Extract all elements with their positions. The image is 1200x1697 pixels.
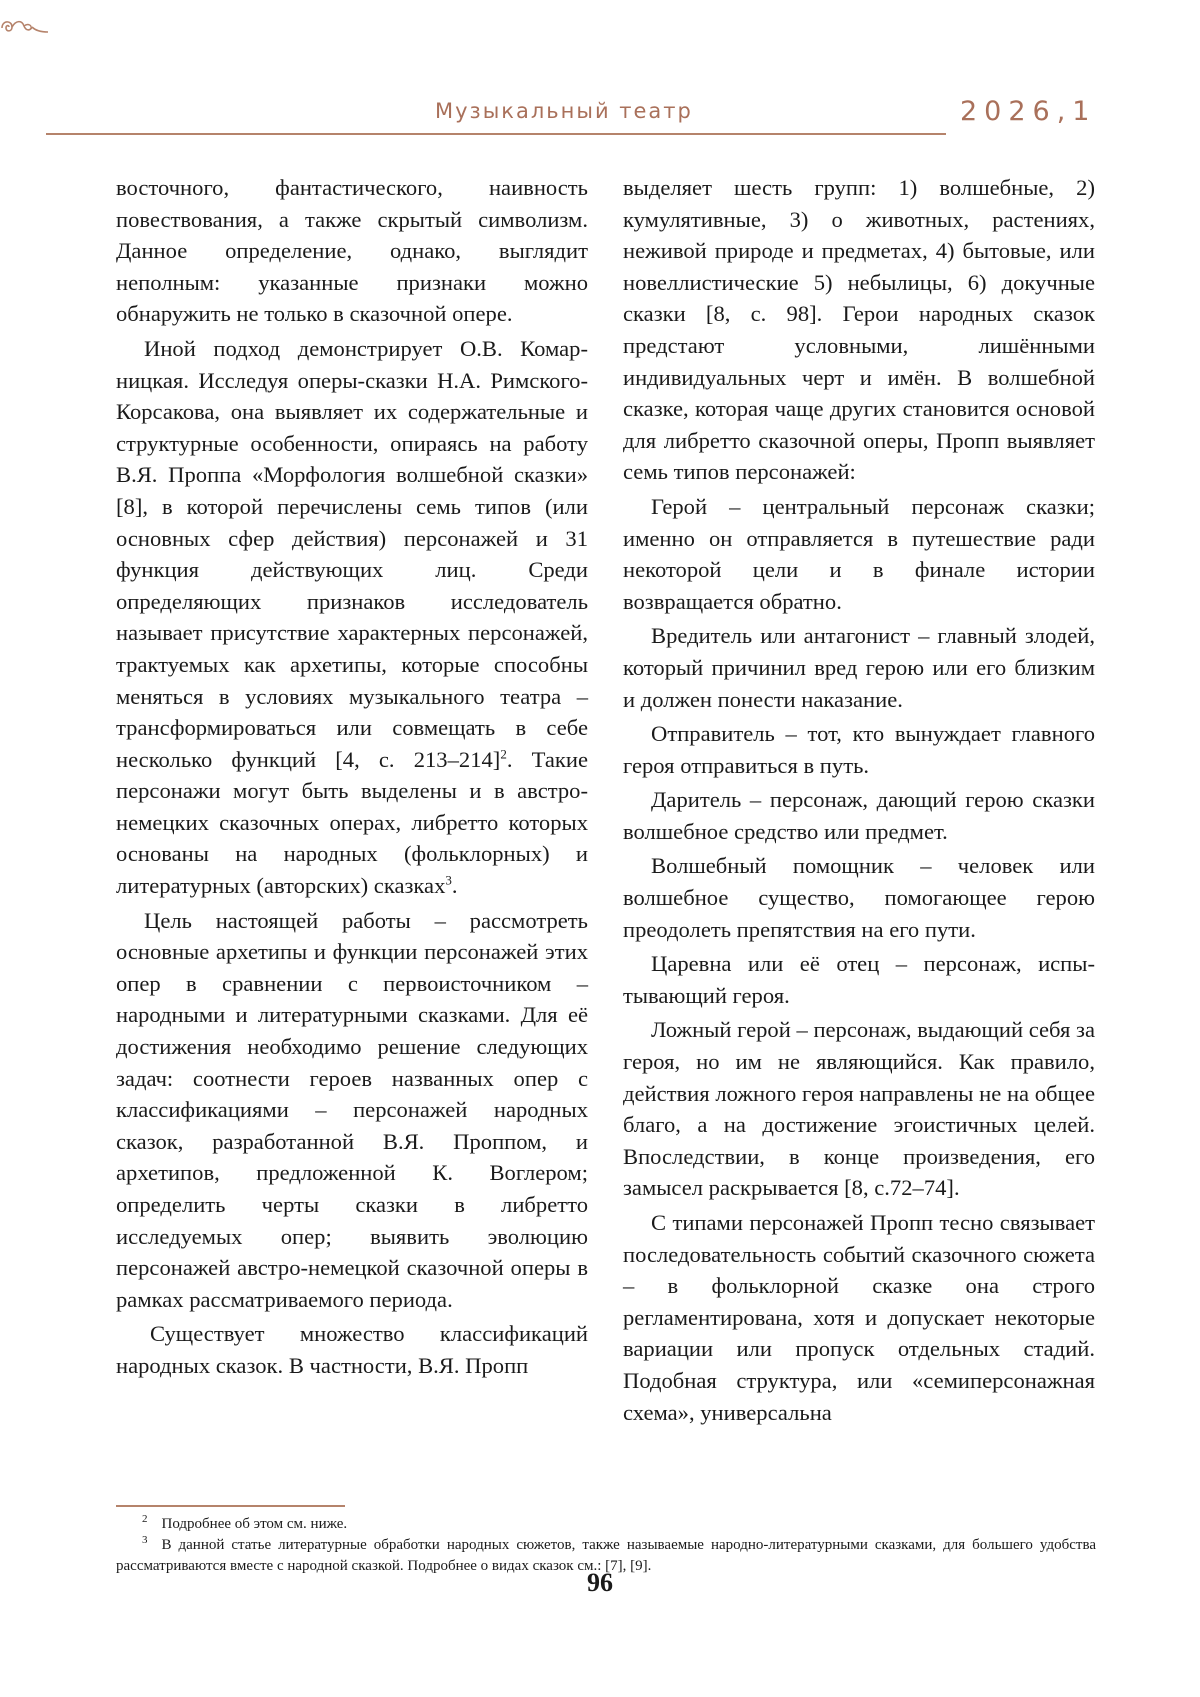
footnote xyxy=(116,1514,1096,1535)
footnote-ref[interactable]: 3 xyxy=(445,872,452,888)
left-column xyxy=(116,172,588,1385)
paragraph: Вредитель или антагонист – главный злодей, который причинил вред герою или его близким и должен понести наказание. xyxy=(623,623,1095,712)
paragraph: Цель настоящей работы – рассмотреть основные архетипы и функции персонажей этих опер в сравнении с первоисточником – народными и литературными сказками. Для её достижения необходимо решение следующих задач: соотнести героев названных опер с классификациями – персонажей народных сказок, разработанной В.Я. Проппом, и архетипов, предложенной К. Воглером; определить черты сказки в либретто исследуемых опер; выявить эволюцию персонажей австро-немецкой сказочной оперы в рамках рассматриваемого периода. xyxy=(116,907,588,1312)
paragraph: Ложный герой – персонаж, выдающий себя за героя, но им не являющийся. Как правило, действия ложного героя направлены не на общее благо, а на достижение эгоистичных целей. Впоследствии, в конце произведения, его замысел раскрывается [8, с.72–74]. xyxy=(623,1017,1095,1201)
paragraph: Волшебный помощник – человек или волшебное существо, помогающее герою преодолеть препятствия на его пути. xyxy=(623,853,1095,942)
issue-number: 2026,1 xyxy=(960,96,1097,127)
footnote-rule xyxy=(116,1505,345,1507)
footnote-text: Подробнее об этом см. ниже. xyxy=(161,1516,348,1532)
paragraph: С типами персонажей Пропп тесно связывает последовательность событий сказочного сюжета – в фольклорной сказке она строго регламентирована, хотя и допускает некоторые вариации или пропуск отдельных стадий. Подобная структура, или «семиперсонажная схема», универсальна xyxy=(623,1210,1095,1425)
header-rule xyxy=(46,133,946,135)
journal-title: Музыкальный театр xyxy=(435,99,693,123)
paragraph: Герой – центральный персонаж сказки; именно он отправляется в путешествие ради некоторой цели и в финале истории возвращается обратно. xyxy=(623,493,1095,614)
footnote-number: 2 xyxy=(142,1513,148,1525)
paragraph-text: Такие персонажи могут быть выделены и в австро-немецких сказочных операх, либретто которых основаны на народных (фольклорных) и литературных (авторских) сказках xyxy=(116,746,589,899)
paragraph: Даритель – персонаж, дающий герою сказки волшебное средство или предмет. xyxy=(623,787,1095,844)
right-column xyxy=(623,172,1095,1431)
paragraph: Царевна или её отец – персонаж, испытывающий героя. xyxy=(623,951,1095,1008)
paragraph: Отправитель – тот, кто вынуждает главного героя отправиться в путь. xyxy=(623,721,1095,778)
paragraph: Существует множество классификаций народных сказок. В частности, В.Я. Пропп xyxy=(116,1321,588,1378)
ornament-icon xyxy=(0,14,48,36)
paragraph: Иной подход демонстрирует О.В. Комарницкая. Исследуя оперы-сказки Н.А. Римского-Корсакова, она выявляет их содержательные и структурные особенности, опираясь на работу В.Я. Проппа «Морфология волшебной сказки» [8], в которой перечислены семь типов (или основных сфер действия) персонажей и 31 функция действующих лиц. Среди определяющих признаков исследователь называет присутствие характерных персонажей, трактуемых как архетипы, которые способны меняться в условиях музыкального театра – трансформироваться или совмещать в себе несколько функций [4, с. 213–214]$^2$. Такие персонажи могут быть выделены и в австро-немецких сказочных операх, либретто которых основаны на народных (фольклорных) и литературных (авторских) сказках$^3$. xyxy=(116,335,589,899)
footnote-text: В данной статье литературные обработки народных сюжетов, также называемые народно-литературными сказками, для большего удобства рассматриваются вместе с народной сказкой. Подробнее о видах сказок см.: [7], [9]. xyxy=(116,1537,1096,1574)
paragraph: восточного, фантастического, наивность повествования, а также скрытый символизм. Данное определение, однако, выглядит неполным: указанные признаки можно обнаружить не только в сказочной опере. xyxy=(116,175,588,327)
footnote-number: 3 xyxy=(142,1534,148,1546)
paragraph: выделяет шесть групп: 1) волшебные, 2) кумулятивные, 3) о животных, растениях, неживой природе и предметах, 4) бытовые, или новеллистические 5) небылицы, 6) докучные сказки [8, с. 98]. Герои народных сказок предстают условными, лишёнными индивидуальных черт и имён. В волшебной сказке, которая чаще других становится основой для либретто сказочной оперы, Пропп выявляет семь типов персонажей: xyxy=(623,175,1095,485)
page-number: 96 xyxy=(587,1568,613,1597)
footnote-ref[interactable]: 2 xyxy=(500,746,507,762)
paragraph-text: Иной подход демонстрирует О.В. Комарницкая. Исследуя оперы-сказки Н.А. Римского-Корсакова, она выявляет их содержательные и структурные особенности, опираясь на работу В.Я. Проппа «Морфология волшебной сказки» [8], в которой перечислены семь типов (или основных сфер действия) персонажей и 31 функция действующих лиц. Среди определяющих признаков исследователь называет присутствие характерных персонажей, трактуемых как архетипы, которые способны меняться в условиях музыкального театра – трансформироваться или совмещать в себе несколько функций [4, с. 213–214] xyxy=(116,335,588,772)
